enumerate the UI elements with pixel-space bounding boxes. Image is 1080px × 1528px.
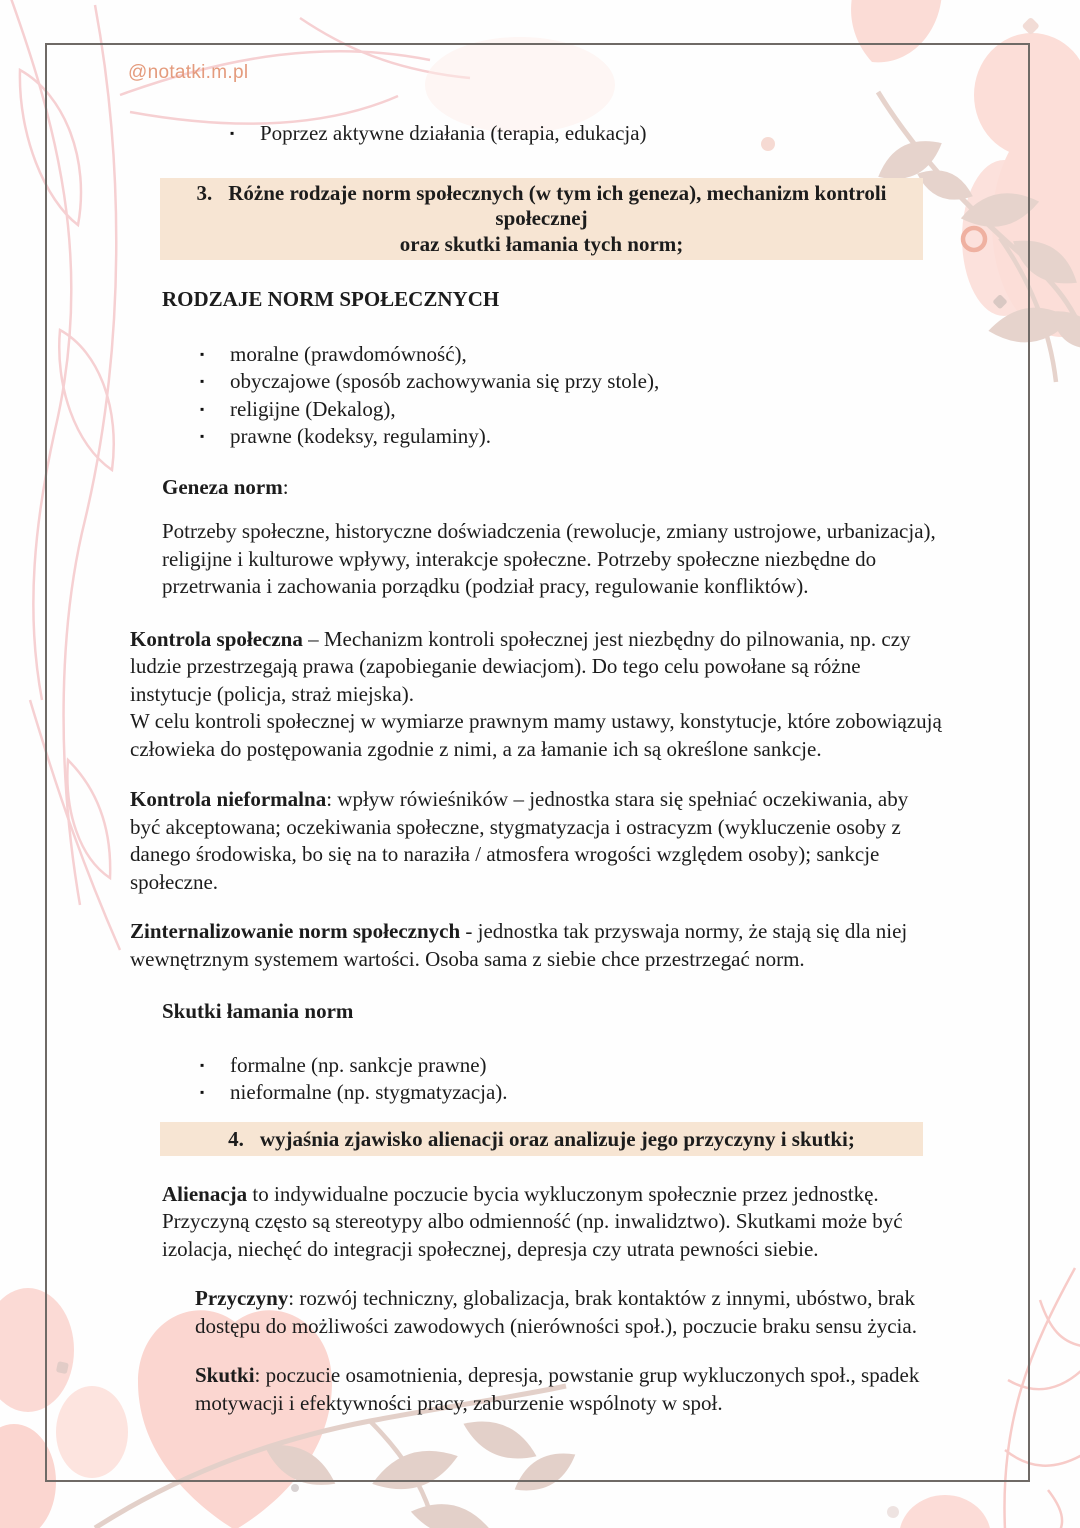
kontrola-nieformalna-paragraph: Kontrola nieformalna: wpływ rówieśników – jednostka stara się spełniać oczekiwania, aby być akceptowana; oczekiwania społeczne, stygmatyzacja i ostracyzm (wykluczenie osoby z danego środowiska, bo się na to naraziła / atmosfera wrogości względem osoby); sankcje społeczne. [130, 787, 909, 894]
alienacja-paragraph: Alienacja to indywidualne poczucie bycia wykluczonym społecznie przez jednostkę. Przyczyną często są stereotypy albo odmienność (np. inwalidztwo). Skutkami może być izolacja, niechęć do integracji społecznej, depresja czy utrata pewności siebie. [162, 1181, 903, 1261]
skutki-paragraph: Skutki: poczucie osamotnienia, depresja, powstanie grup wykluczonych społ., spadek motywacji i efektywności pracy, zaburzenie wspólnoty w społ. [195, 1363, 920, 1415]
list-item [200, 423, 962, 451]
section-4-heading: 4. wyjaśnia zjawisko alienacji oraz analizuje jego przyczyny i skutki; [160, 1122, 923, 1156]
list-item-text: formalne (np. sankcje prawne) [230, 1052, 487, 1077]
section-number: 4. [228, 1126, 244, 1151]
rodzaje-norm-heading: RODZAJE NORM SPOŁECZNYCH [162, 287, 500, 311]
list-item-text: Poprzez aktywne działania (terapia, edukacja) [260, 121, 647, 145]
bullet-icon: ▪ [230, 126, 235, 140]
list-item [200, 396, 962, 424]
list-item-text: obyczajowe (sposób zachowywania się przy stole), [230, 369, 660, 393]
document-content [130, 120, 962, 1417]
norm-types-list [200, 341, 962, 451]
bullet-icon: ▪ [200, 374, 205, 388]
list-item [200, 1052, 962, 1080]
bullet-icon: ▪ [200, 1085, 205, 1099]
kontrola-spoleczna-paragraph: Kontrola społeczna – Mechanizm kontroli społecznej jest niezbędny do pilnowania, np. czy ludzie przestrzegają prawa (zapobieganie dewiacjom). Do tego celu powołane są różne instytucje (policja, straż miejska). [130, 626, 911, 706]
list-item-text: religijne (Dekalog), [230, 396, 396, 421]
list-item-text: prawne (kodeksy, regulaminy). [230, 424, 492, 448]
kontrola-spoleczna-paragraph-cont: W celu kontroli społecznej w wymiarze prawnym mamy ustawy, konstytucje, które zobowiązują człowieka do postępowania zgodnie z nimi, a za łamanie ich są określone sankcje. [130, 709, 942, 761]
section-3-heading [160, 178, 923, 261]
section-3-heading-line2: oraz skutki łamania tych norm; [399, 231, 684, 256]
bullet-icon: ▪ [200, 429, 205, 443]
list-item [200, 341, 962, 369]
zinternalizowanie-paragraph: Zinternalizowanie norm społecznych - jednostka tak przyswaja normy, że stają się dla niej wewnętrznym systemem wartości. Osoba sama z siebie chce przestrzegać norm. [130, 919, 908, 971]
bullet-icon: ▪ [200, 401, 205, 416]
section-3-heading-line1: 3. Różne rodzaje norm społecznych (w tym ich geneza), mechanizm kontroli społecznej [196, 180, 887, 230]
list-item-text: moralne (prawdomówność), [230, 341, 467, 366]
skutki-lamania-heading: Skutki łamania norm [162, 999, 354, 1023]
geneza-norm-paragraph: Potrzeby społeczne, historyczne doświadczenia (rewolucje, zmiany ustrojowe, urbanizacja), religijne i kulturowe wpływy, interakcje społeczne. Potrzeby społeczne niezbędne do przetrwania i zachowania porządku (podział pracy, regulowanie konfliktów). [162, 519, 936, 598]
skutki-lamania-list [200, 1052, 962, 1107]
list-item [200, 1079, 962, 1107]
watermark: @notatki.m.pl [128, 62, 249, 83]
list-item-text: nieformalne (np. stygmatyzacja). [230, 1080, 508, 1104]
bullet-icon: ▪ [200, 346, 205, 361]
list-item [230, 120, 962, 148]
bullet-icon: ▪ [200, 1057, 205, 1072]
list-item [200, 368, 962, 396]
przyczyny-paragraph: Przyczyny: rozwój techniczny, globalizacja, brak kontaktów z innymi, ubóstwo, brak dostępu do możliwości zawodowych (nierówności społ.), poczucie braku sensu życia. [195, 1286, 917, 1338]
geneza-norm-heading: Geneza norm: [162, 474, 289, 499]
section-number: 3. [196, 180, 213, 205]
